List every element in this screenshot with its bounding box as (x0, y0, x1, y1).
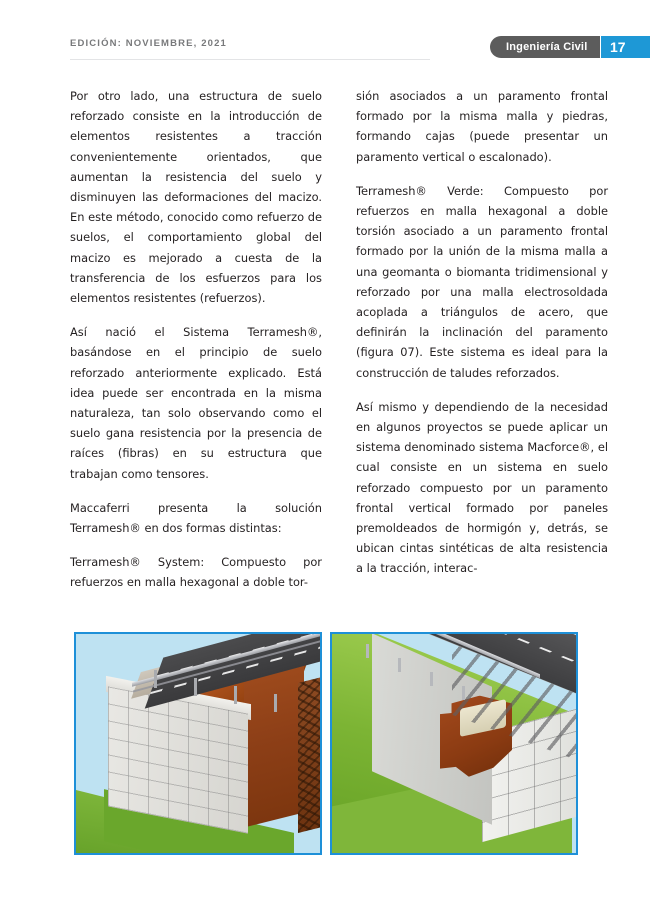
guardrail-post (154, 670, 157, 688)
guardrail-post (462, 686, 465, 700)
page-number-label: 17 (610, 39, 626, 55)
paragraph: Así mismo y dependiendo de la necesidad en algunos proyectos se puede aplicar un sistema denominado sistema Macforce®, el cual consiste en un sistema en suelo reforzado compuesto por un paramento frontal vertical formado por paneles premoldeados de hormigón y, detrás, se ubican cintas sintéticas de alta resistencia a la tracción, interac- (356, 399, 608, 576)
soil-fill-side (244, 665, 304, 828)
paragraph: Por otro lado, una estructura de suelo reforzado consiste en la introducción de elementos resistentes a tracción convenientemente orientados, que aumentan la resistencia del suelo y disminuyen las deformaciones del macizo. En este método, conocido como refuerzo de suelos, el comportamiento global del macizo es mejorado a cuesta de la transferencia de los esfuerzos para los elementos resistentes (refuerzos). (70, 89, 322, 306)
figure-panel-terramesh-system (74, 632, 322, 855)
paragraph: Así nació el Sistema Terramesh®, basándose en el principio de suelo reforzado anteriormente explicado. Está idea puede ser encontrada en la misma naturaleza, tan solo observando como el suelo gana resistencia por la presencia de raíces (fibras) en su estructura que trabajan como tensores. (70, 325, 322, 481)
figure-panel-macforce (330, 632, 578, 855)
guardrail-post (234, 686, 237, 704)
header-divider (70, 59, 430, 60)
guardrail-post (366, 644, 369, 658)
page-header (0, 0, 650, 78)
guardrail-post (430, 672, 433, 686)
section-badge-label: Ingeniería Civil (506, 41, 588, 53)
page-number-badge (601, 36, 650, 58)
guardrail-post (274, 694, 277, 712)
paragraph: Maccaferri presenta la solución Terramesh® en dos formas distintas: (70, 500, 322, 536)
paragraph: sión asociados a un paramento frontal formado por la misma malla y piedras, formando cajas (puede presentar un paramento vertical o escalonado). (356, 89, 608, 164)
left-column (70, 86, 322, 593)
hexagonal-mesh-face (298, 669, 322, 833)
paragraph: Terramesh® System: Compuesto por refuerzos en malla hexagonal a doble tor- (70, 555, 322, 590)
paragraph: Terramesh® Verde: Compuesto por refuerzos en malla hexagonal a doble torsión asociado a un paramento frontal formado por la unión de la misma malla a una geomanta o biomanta tridimensional y reforzado por una malla electrosoldada acoplada a triángulos de acero, que definirán la inclinación del paramento (figura 07). Este sistema es ideal para la construcción de taludes reforzados. (356, 183, 608, 380)
edition-label: EDICIÓN: NOVIEMBRE, 2021 (70, 38, 227, 49)
right-column (356, 86, 608, 579)
guardrail-post (398, 658, 401, 672)
figure-07 (74, 632, 578, 855)
section-badge (490, 36, 600, 58)
guardrail-post (194, 678, 197, 696)
